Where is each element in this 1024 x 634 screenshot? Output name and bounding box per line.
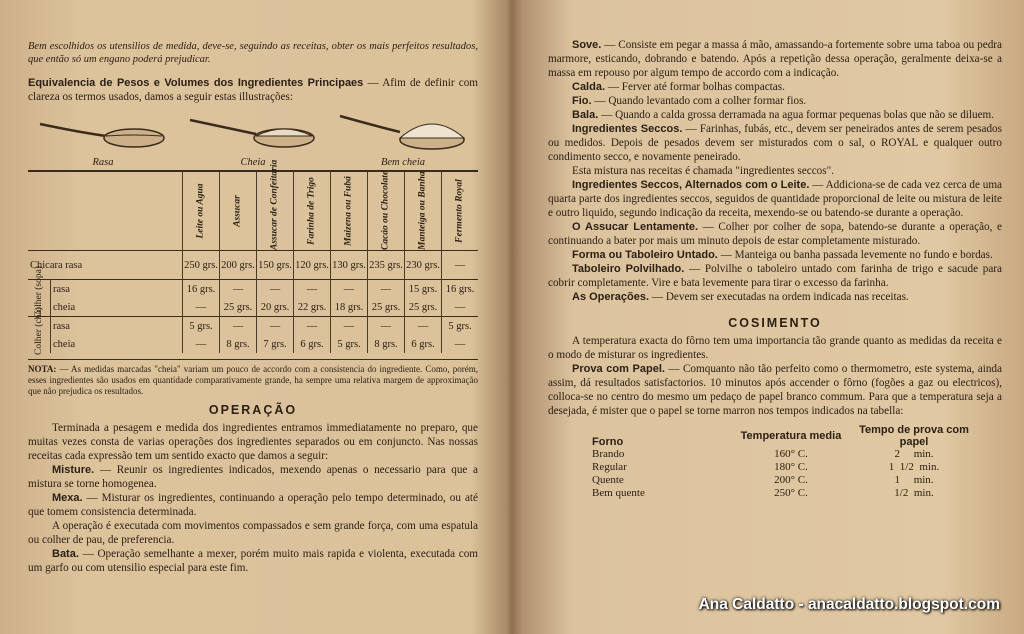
table-cell: 120 grs.: [294, 251, 331, 280]
spoon-bem-cheia-icon: [338, 112, 468, 156]
col-header: Assucar: [220, 171, 257, 251]
secos-paragraph-2: Esta mistura nas receitas é chamada "ingredientes seccos".: [572, 165, 834, 177]
mexa-paragraph: [28, 491, 478, 519]
mistura-paragraph: [28, 463, 478, 491]
table-cell: 18 grs.: [331, 298, 368, 317]
table-cell: 25 grs.: [220, 298, 257, 317]
tempo-col-header: Tempo de prova com papel: [859, 424, 969, 448]
assucar-text: — Colher por colher de sopa, batendo-se durante a operação, e continuando a bater por mais um minuto depois de estar completamente misturado.: [548, 221, 1003, 247]
bata-paragraph: [28, 547, 478, 575]
spoon-rasa: [38, 112, 168, 168]
col-header: Assucar de Confeitaria: [257, 171, 294, 251]
operacoes-paragraph: [548, 290, 1002, 304]
tempo-cell: 1/2 min.: [894, 487, 934, 499]
assucar-paragraph: [548, 220, 1002, 248]
prova-term: Prova com Papel.: [572, 363, 665, 375]
row-label: cheia: [53, 301, 76, 313]
table-cell: 8 grs.: [220, 335, 257, 353]
fio-term: Fio.: [572, 95, 592, 107]
spoon-cheia-label: Cheia: [240, 157, 266, 168]
forno-col-header: Forno: [592, 436, 624, 448]
weights-header-row: [28, 171, 478, 251]
bala-paragraph: [548, 108, 1002, 122]
spoon-cheia-icon: [188, 112, 318, 156]
equiv-paragraph: [28, 76, 478, 104]
table-row: [588, 448, 978, 461]
table-cell: —: [257, 280, 294, 299]
prova-text: — Comquanto não tão perfeito como o thermometro, este systema, ainda assim, dá resultados satisfactorios. 10 minutos após accender o fôrno (fogões a gaz ou electricos), colloca-se no centro do mesmo um pedaço de papel branco commum. Para que a temperatura seja a desejada, é mister que o papel se torne marron nos tempos indicados na tabella:: [548, 363, 1002, 417]
table-cell: 5 grs.: [442, 317, 479, 336]
temp-cell: 200° C.: [774, 474, 808, 486]
polvilhado-paragraph: [548, 262, 1002, 290]
forma-paragraph: [548, 248, 1002, 262]
bala-text: — Quando a calda grossa derramada na agua formar pequenas bolas que não se diluem.: [598, 109, 995, 121]
table-row: [588, 461, 978, 474]
table-row: [28, 280, 478, 299]
table-cell: —: [331, 280, 368, 299]
tempo-cell: 1 1/2 min.: [888, 461, 940, 473]
table-cell: 6 grs.: [294, 335, 331, 353]
table-cell: 16 grs.: [442, 280, 479, 299]
operacao-text: Terminada a pesagem e medida dos ingredientes entramos immediatamente no preparo, que muitas vezes consta de varias operações dos ingredientes separados ou em conjuncto. Nas nossas receitas cada expressão tem um sentido exacto que damos a seguir:: [28, 422, 478, 462]
alternados-term: Ingredientes Seccos, Alternados com o Leite.: [572, 179, 810, 191]
table-cell: 6 grs.: [405, 335, 442, 353]
mistura-term: Misture.: [52, 464, 95, 476]
table-cell: —: [257, 317, 294, 336]
fio-text: — Quando levantado com a colher formar fios.: [591, 95, 807, 107]
table-cell: —: [331, 317, 368, 336]
table-cell: —: [405, 317, 442, 336]
nota-body: — As medidas marcadas "cheia" variam um pouco de accordo com a consistencia do ingrediente. Como, porém, esses ingredientes são usados em quantidade comparativamente grande, ha sempre uma relativa margem de approximação que não prejudica os resultados.: [28, 364, 478, 396]
table-cell: —: [368, 280, 405, 299]
alternados-text: — Addiciona-se de cada vez cerca de uma quarta parte dos ingredientes seccos, seguidos de quantidade proporcional de leite ou mistura de leite e outro liquido, segundo indicação da receita, mexendo-se ou batendo-se durante a operação.: [548, 179, 1002, 219]
operacao-heading: OPERAÇÃO: [208, 403, 298, 417]
spoon-illustrations: [28, 112, 478, 168]
mexa-term: Mexa.: [52, 492, 83, 504]
table-cell: 25 grs.: [368, 298, 405, 317]
table-cell: 235 grs.: [368, 251, 405, 280]
equiv-title: Equivalencia de Pesos e Volumes dos Ingredientes Principaes: [28, 77, 364, 89]
table-cell: 15 grs.: [405, 280, 442, 299]
table-cell: 8 grs.: [368, 335, 405, 353]
forno-cell: Brando: [592, 448, 625, 460]
temp-cell: 160° C.: [774, 448, 808, 460]
right-page: [512, 0, 1024, 634]
table-cell: 230 grs.: [405, 251, 442, 280]
spoon-cheia: [188, 112, 318, 168]
group-label: Colher (sopa): [28, 280, 51, 317]
table-cell: 200 grs.: [220, 251, 257, 280]
table-cell: —: [442, 251, 479, 280]
col-header: Farinha de Trigo: [294, 171, 331, 251]
operacoes-text: — Devem ser executadas na ordem indicada nas receitas.: [649, 291, 909, 303]
table-cell: —: [442, 335, 479, 353]
col-header: Leite ou Agua: [183, 171, 220, 251]
secos-text: — Farinhas, fubás, etc., devem ser peneirados antes de serem pesados ou medidos. Depois de pesados devem ser misturados com o sal, o ROYAL e qualquer outro condimento secco, e novamente peneirado.: [548, 123, 1003, 163]
polvilhado-text: — Polvilhe o taboleiro untado com farinha de trigo e sacude para cobrir completamente. Vire e bata levemente para tirar o excesso da farinha.: [548, 263, 1003, 289]
secos-paragraph: [548, 122, 1002, 164]
spoon-bem-cheia: [338, 112, 468, 168]
spoon-rasa-label: Rasa: [92, 157, 114, 168]
prova-paragraph: [548, 362, 1002, 418]
col-header: Cacáo ou Chocolate: [368, 171, 405, 251]
mexa-paragraph-2: A operação é executada com movimentos compassados e sem grande força, com uma espatula ou colher de pau, de preferencia.: [28, 520, 478, 546]
cosimento-text: A temperatura exacta do fôrno tem uma importancia tão grande quanto as medidas da receita e o modo de misturar os ingredientes.: [548, 335, 1002, 361]
table-cell: 7 grs.: [257, 335, 294, 353]
col-header: Fermento Royal: [442, 171, 479, 251]
nota-label: NOTA:: [28, 364, 57, 374]
table-cell: —: [294, 317, 331, 336]
table-cell: 5 grs.: [183, 317, 220, 336]
table-cell: 130 grs.: [331, 251, 368, 280]
table-cell: —: [220, 317, 257, 336]
nota-text: [28, 359, 478, 397]
row-label: Chicara rasa: [30, 259, 83, 271]
table-cell: 25 grs.: [405, 298, 442, 317]
sove-term: Sove.: [572, 39, 602, 51]
fio-paragraph: [548, 94, 1002, 108]
row-label: cheia: [53, 338, 76, 350]
operacoes-term: As Operações.: [572, 291, 650, 303]
temp-cell: 250° C.: [774, 487, 808, 499]
forno-table: [588, 424, 978, 500]
table-cell: 5 grs.: [331, 335, 368, 353]
col-header: Maizena ou Fubá: [331, 171, 368, 251]
tempo-cell: 1 min.: [894, 474, 934, 486]
sove-paragraph: [548, 38, 1002, 80]
table-cell: 150 grs.: [257, 251, 294, 280]
table-row: [588, 487, 978, 500]
calda-text: — Ferver até formar bolhas compactas.: [605, 81, 785, 93]
row-label: rasa: [51, 317, 183, 336]
calda-paragraph: [548, 80, 1002, 94]
table-cell: 16 grs.: [183, 280, 220, 299]
spoon-bem-cheia-label: Bem cheia: [380, 157, 426, 168]
forno-cell: Regular: [592, 461, 627, 473]
forma-text: — Manteiga ou banha passada levemente no fundo e bordas.: [717, 249, 993, 261]
secos-term: Ingredientes Seccos.: [572, 123, 683, 135]
table-cell: —: [220, 280, 257, 299]
spoon-rasa-icon: [38, 112, 168, 156]
forma-term: Forma ou Taboleiro Untado.: [572, 249, 718, 261]
table-cell: —: [368, 317, 405, 336]
table-row: [28, 317, 478, 336]
polvilhado-term: Taboleiro Polvilhado.: [572, 263, 685, 275]
table-cell: —: [183, 298, 220, 317]
watermark-credit: Ana Caldatto - anacaldatto.blogspot.com: [698, 596, 1000, 613]
sove-text: — Consiste em pegar a massa á mão, amassando-a fortemente sobre uma taboa ou pedra marmore, esticando, dobrando e batendo. Após a repetição dessa operação, geralmente deixa-se a massa em repouso por algum tempo de accordo com a indicação.: [548, 39, 1002, 79]
left-page: [0, 0, 506, 634]
forno-cell: Bem quente: [592, 487, 645, 499]
alternados-paragraph: [548, 178, 1002, 220]
table-row: [588, 474, 978, 487]
col-header: Manteiga ou Banha: [405, 171, 442, 251]
bata-text: — Operação semelhante a mexer, porém muito mais rapida e violenta, executada com um garfo ou com utensilio especial para este fim.: [28, 548, 478, 574]
table-cell: —: [183, 335, 220, 353]
mistura-text: — Reunir os ingredientes indicados, mexendo apenas o necessario para que a mistura se torne homogenea.: [28, 464, 478, 490]
table-cell: 20 grs.: [257, 298, 294, 317]
bala-term: Bala.: [572, 109, 599, 121]
table-row: [28, 298, 478, 317]
table-cell: 22 grs.: [294, 298, 331, 317]
table-cell: —: [442, 298, 479, 317]
temp-col-header: Temperatura media: [740, 430, 842, 442]
row-label: rasa: [51, 280, 183, 299]
temp-cell: 180° C.: [774, 461, 808, 473]
table-cell: —: [294, 280, 331, 299]
cosimento-heading: COSIMENTO: [728, 316, 822, 330]
assucar-term: O Assucar Lentamente.: [572, 221, 699, 233]
header-blank: [28, 171, 183, 251]
forno-cell: Quente: [592, 474, 624, 486]
bata-term: Bata.: [52, 548, 79, 560]
table-row: [28, 251, 478, 280]
intro-text: Bem escolhidos os utensilios de medida, deve-se, seguindo as receitas, obter os mais perfeitos resultados, que então só um engano poderá prejudicar.: [28, 41, 478, 65]
mexa-text: — Misturar os ingredientes, continuando a operação pelo tempo determinado, ou até que tomem consistencia determinada.: [28, 492, 478, 518]
equiv-text: — Afim de definir com clareza os termos usados, damos a seguir estas illustrações:: [28, 77, 479, 103]
table-row: [28, 335, 478, 353]
group-label: Colher (chá): [28, 317, 51, 354]
forno-header-row: [588, 424, 978, 448]
table-cell: 250 grs.: [183, 251, 220, 280]
tempo-cell: 2 min.: [894, 448, 934, 460]
calda-term: Calda.: [572, 81, 606, 93]
